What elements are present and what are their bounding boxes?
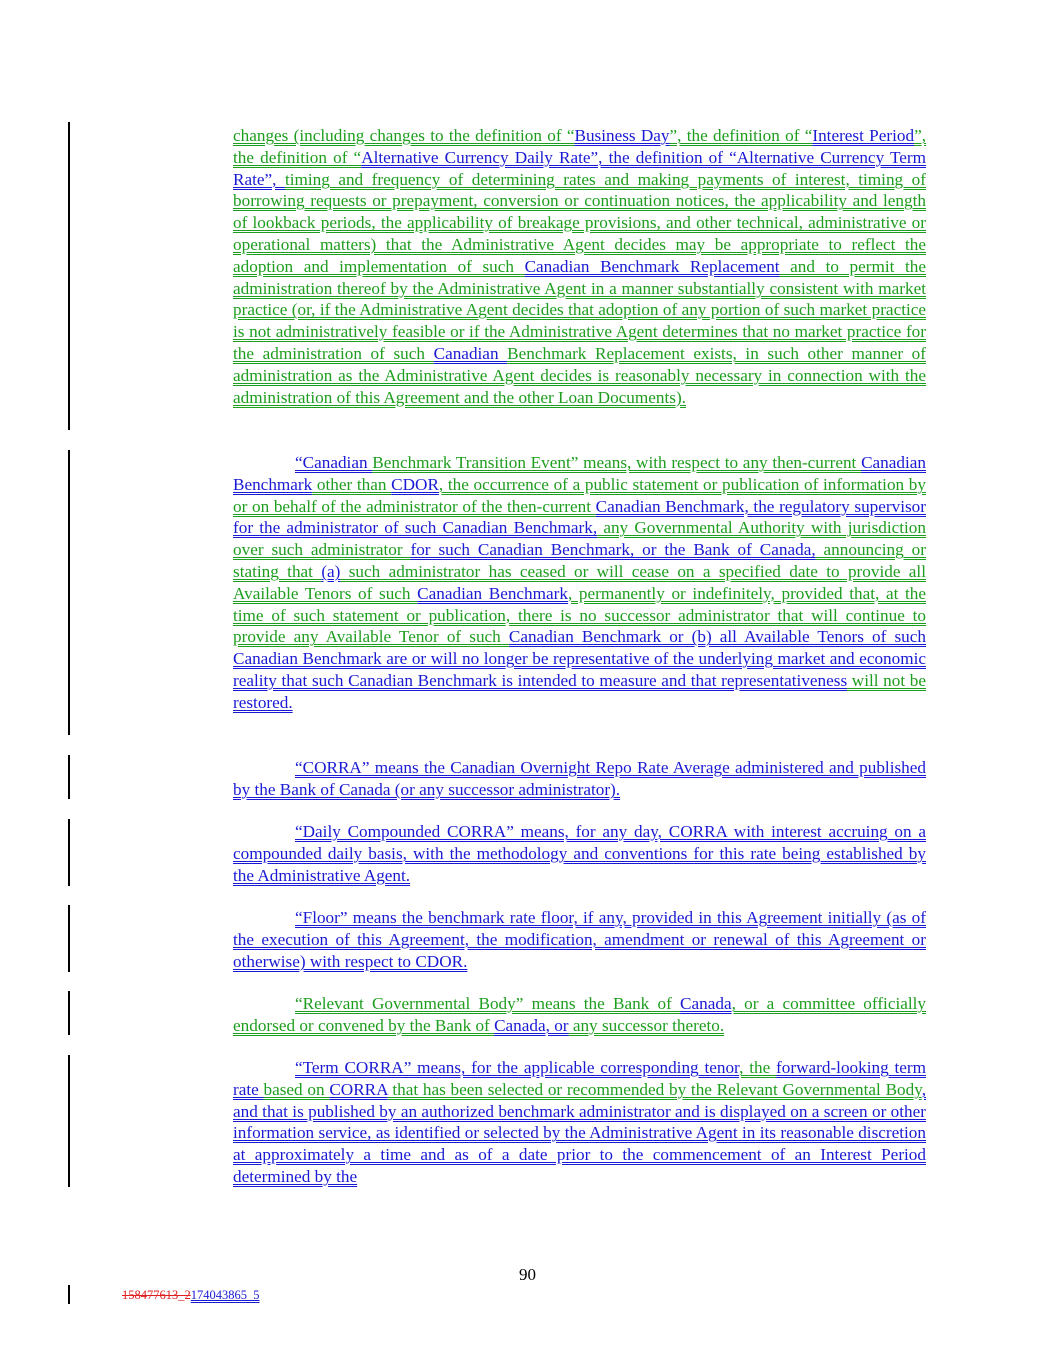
- moved-text: will not be: [847, 670, 926, 690]
- change-bar: [68, 1055, 70, 1187]
- body-text: [233, 1057, 926, 1188]
- body-text: [233, 993, 926, 1037]
- moved-text: any successor thereto.: [568, 1015, 725, 1035]
- inserted-text: Canada: [680, 994, 732, 1013]
- moved-text: timing and frequency of determining rates and making payments of interest, timing of borrowing requests or prepayment, conversion or continuation notices, the applicability and length of lookback periods, the applicability of breakage provisions, and other technical, administrative or operational matters) that the Administrative Agent decides may be appropriate to reflect the adoption and implementation of such: [233, 169, 926, 276]
- change-bar: [68, 991, 70, 1035]
- paragraph-daily-compounded-corra: [233, 821, 926, 886]
- inserted-text: Canadian Benchmark or (b) all Available Tenors of such Canadian Benchmark are or will no longer be representative of the underlying market and economic reality that such Canadian Benchmark is intended to measure and that representativeness: [233, 627, 926, 690]
- moved-text: any Governmental Authority with jurisdiction over such administrator: [233, 518, 926, 560]
- inserted-text: , and that is published by an authorized benchmark administrator and is displayed on a screen or other information service, as identified or selected by the Administrative Agent in its reasonable discretion at approximately a time and as of a date prior to the commencement of an Interest Period determined by the: [233, 1079, 926, 1186]
- inserted-text: Canadian Benchmark Replacement: [524, 256, 780, 276]
- body-text: [233, 907, 926, 972]
- paragraph-definition-continuation: [233, 125, 926, 408]
- change-bar: [68, 755, 70, 799]
- moved-text: and to permit the administration thereof by the Administrative Agent in a manner substantially consistent with market practice (or, if the Administrative Agent decides that adoption of any portion of such market practice is not administratively feasible or if the Administrative Agent determines that no market practice for the administration of such: [233, 256, 926, 363]
- inserted-text: Canadian: [433, 343, 508, 363]
- moved-text: changes (including changes to the definition of “: [233, 126, 575, 145]
- inserted-text: “CORRA” means the Canadian Overnight Repo Rate Average administered and published by the Bank of Canada (or any successor administrator).: [233, 758, 926, 799]
- inserted-text: (a): [321, 561, 341, 581]
- moved-text: , the occurrence of a public statement or publication of information by or on behalf of the administrator of the then-current: [233, 474, 926, 516]
- moved-text: ”, the definition of “: [669, 126, 813, 145]
- inserted-text: CDOR: [391, 474, 439, 494]
- inserted-text: Canadian Benchmark: [417, 583, 568, 603]
- moved-text: announcing or stating that: [233, 540, 926, 581]
- body-text: [233, 125, 926, 408]
- moved-text: Benchmark Replacement exists, in such other manner of administration as the Administrative Agent decides is reasonably necessary in connection with the administration of this Agreement and the other Loan Documents).: [233, 343, 926, 407]
- moved-text: ”, the definition of “: [233, 126, 926, 167]
- inserted-text: “Floor” means the benchmark rate floor, if any, provided in this Agreement initially (as of the execution of this Agreement, the modification, amendment or renewal of this Agreement or otherwise) with respect to CDOR.: [233, 908, 926, 971]
- inserted-text: Canadian Benchmark: [233, 453, 926, 494]
- inserted-text: Canada, or: [494, 1015, 569, 1035]
- moved-text: other than: [312, 474, 392, 494]
- body-text: [233, 452, 926, 714]
- deleted-document-id: 158477613_2: [122, 1288, 191, 1302]
- moved-text: Benchmark Transition Event” means, with respect to any then-current: [372, 453, 862, 472]
- inserted-text: “Daily Compounded CORRA” means, for any day, CORRA with interest accruing on a compounded daily basis, with the methodology and conventions for this rate being established by the Administrative Agent.: [233, 822, 926, 885]
- inserted-text: Interest Period: [812, 126, 915, 145]
- moved-text: , permanently or indefinitely, provided that, at the time of such statement or publication, there is no successor administrator that will continue to provide any Available Tenor of such: [233, 583, 926, 647]
- inserted-text: “Term CORRA” means, for the applicable corresponding tenor: [295, 1058, 740, 1077]
- change-bar: [68, 1285, 70, 1304]
- document-id: [122, 1288, 260, 1303]
- inserted-text: forward-looking term rate: [233, 1058, 927, 1099]
- moved-text: based on: [263, 1079, 330, 1099]
- change-bar: [68, 819, 70, 886]
- inserted-text: Alternative Currency Daily Rate”, the definition of “Alternative Currency Term Rate”,: [233, 147, 927, 189]
- inserted-text: CORRA: [329, 1079, 388, 1099]
- moved-text: such administrator has ceased or will cease on a specified date to provide all Available Tenors of such: [233, 561, 926, 603]
- paragraph-canadian-benchmark-transition-event: [233, 452, 926, 714]
- moved-text: that has been selected or recommended by the Relevant Governmental Body: [387, 1079, 922, 1099]
- change-bar: [68, 122, 70, 430]
- paragraph-floor: [233, 907, 926, 972]
- inserted-text: Canadian Benchmark, the regulatory supervisor for the administrator of such Canadian Benchmark,: [233, 496, 926, 538]
- inserted-document-id: 174043865_5: [190, 1288, 260, 1302]
- inserted-text: for such Canadian Benchmark, or the Bank of Canada,: [410, 540, 816, 560]
- paragraph-term-corra: [233, 1057, 926, 1188]
- body-text: [233, 821, 926, 886]
- paragraph-relevant-governmental-body: [233, 993, 926, 1037]
- moved-text: “Relevant Governmental Body” means the Bank of: [295, 994, 681, 1013]
- inserted-text: “Canadian: [295, 453, 373, 472]
- page-number: 90: [519, 1265, 536, 1284]
- body-text: [233, 757, 926, 801]
- inserted-text: restored.: [233, 692, 293, 712]
- change-bar: [68, 450, 70, 735]
- moved-text: , or a committee officially endorsed or convened by the Bank of: [233, 994, 926, 1035]
- change-bar: [68, 905, 70, 972]
- inserted-text: Business Day: [574, 126, 670, 145]
- moved-text: , the: [739, 1058, 777, 1077]
- paragraph-corra: [233, 757, 926, 801]
